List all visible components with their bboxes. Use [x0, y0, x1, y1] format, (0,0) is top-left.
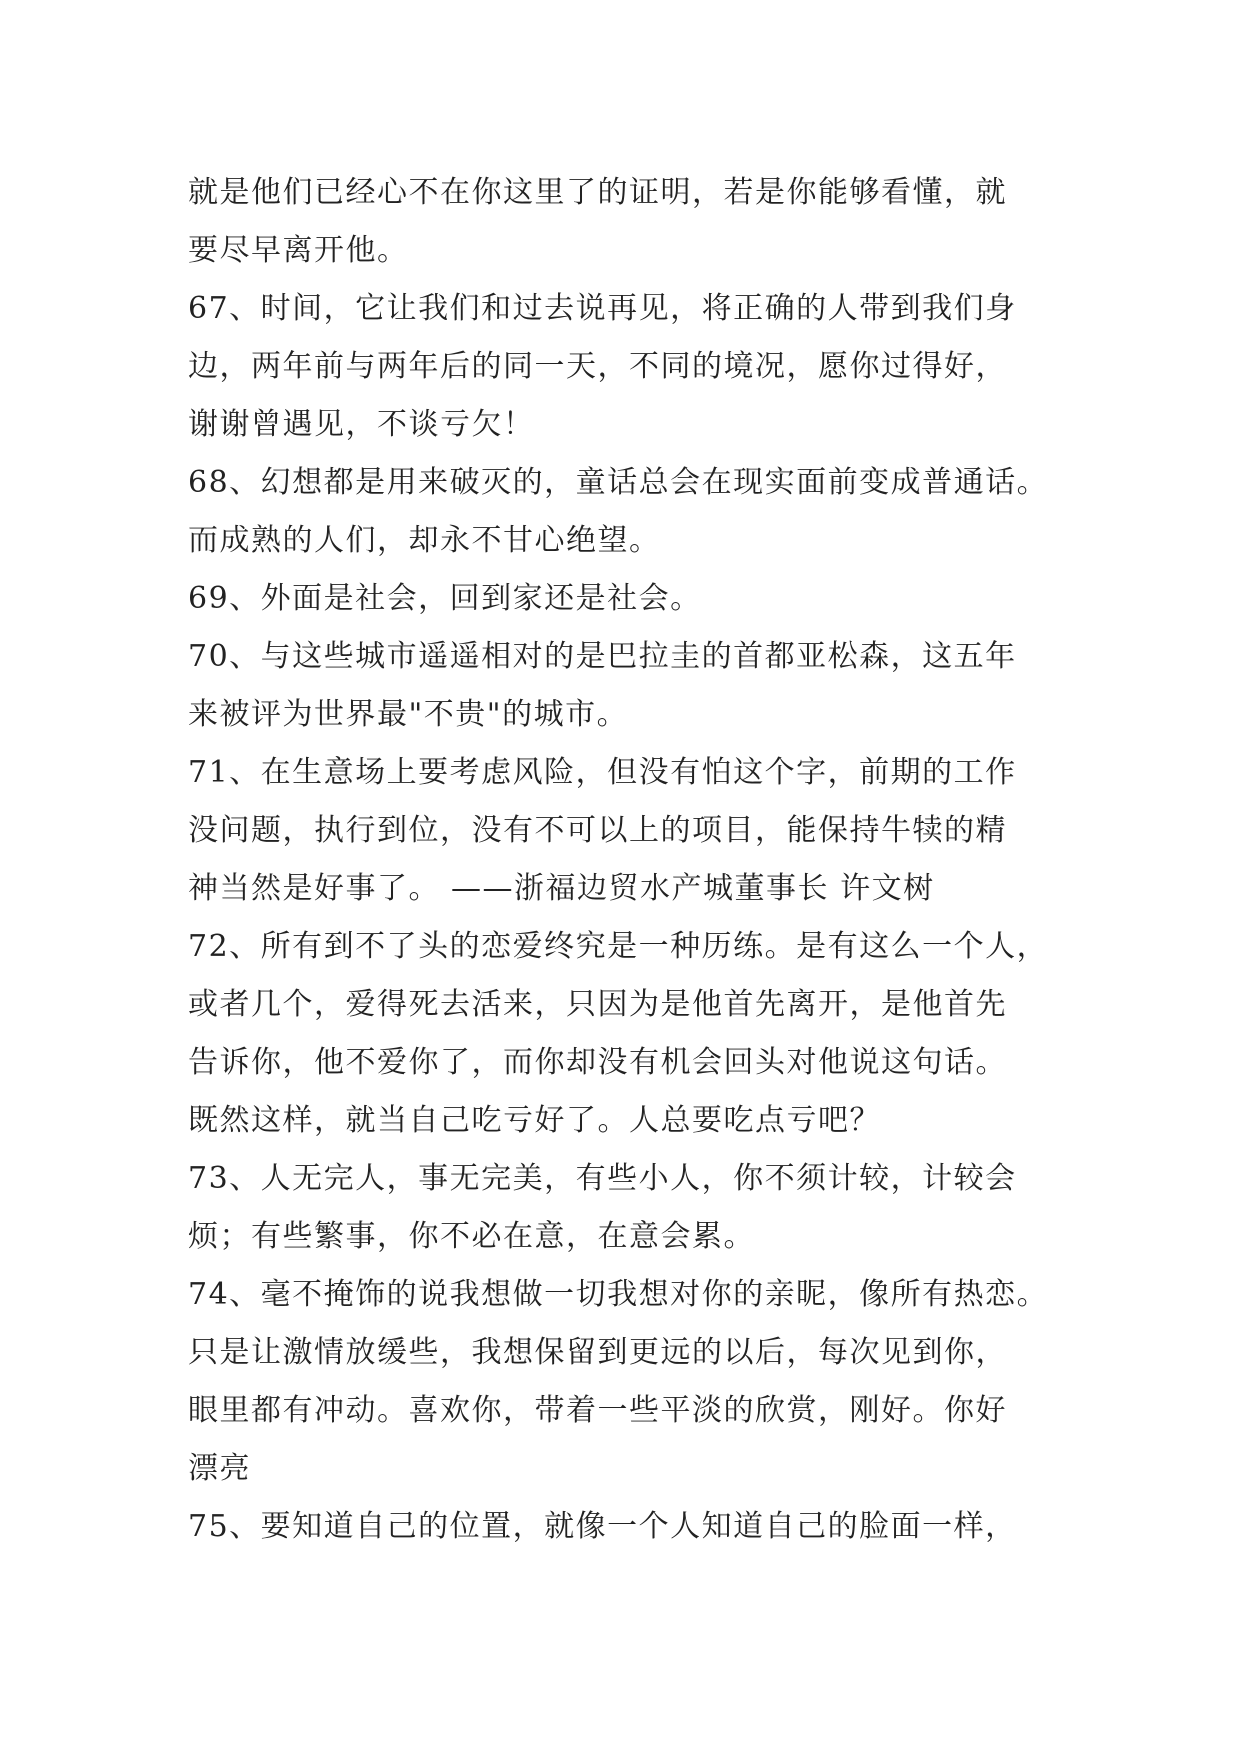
text-line: 69、外面是社会，回到家还是社会。	[188, 581, 702, 616]
text-line: 烦；有些繁事，你不必在意，在意会累。	[188, 1219, 755, 1254]
text-line: 74、毫不掩饰的说我想做一切我想对你的亲昵，像所有热恋。	[188, 1277, 1049, 1312]
text-line: 没问题，执行到位，没有不可以上的项目，能保持牛犊的精	[188, 813, 1007, 848]
text-line: 75、要知道自己的位置，就像一个人知道自己的脸面一样，	[188, 1509, 1017, 1544]
text-line: 72、所有到不了头的恋爱终究是一种历练。是有这么一个人，	[188, 929, 1049, 964]
text-line: 71、在生意场上要考虑风险，但没有怕这个字，前期的工作	[188, 755, 1017, 790]
text-line: 神当然是好事了。 ——浙福边贸水产城董事长 许文树	[188, 871, 935, 906]
text-line: 就是他们已经心不在你这里了的证明，若是你能够看懂，就	[188, 175, 1007, 210]
text-line: 谢谢曾遇见，不谈亏欠！	[188, 407, 535, 442]
text-line: 告诉你，他不爱你了，而你却没有机会回头对他说这句话。	[188, 1045, 1007, 1080]
text-line: 既然这样，就当自己吃亏好了。人总要吃点亏吧？	[188, 1103, 881, 1138]
text-line: 67、时间，它让我们和过去说再见，将正确的人带到我们身	[188, 291, 1017, 326]
text-line: 或者几个，爱得死去活来，只因为是他首先离开，是他首先	[188, 987, 1007, 1022]
text-line: 边，两年前与两年后的同一天，不同的境况，愿你过得好，	[188, 349, 1007, 384]
text-line: 68、幻想都是用来破灭的，童话总会在现实面前变成普通话。	[188, 465, 1049, 500]
text-line: 来被评为世界最"不贵"的城市。	[188, 697, 629, 732]
text-line: 70、与这些城市遥遥相对的是巴拉圭的首都亚松森，这五年	[188, 639, 1017, 674]
text-line: 要尽早离开他。	[188, 233, 409, 268]
text-line: 73、人无完人，事无完美，有些小人，你不须计较，计较会	[188, 1161, 1017, 1196]
text-line: 眼里都有冲动。喜欢你，带着一些平淡的欣赏，刚好。你好	[188, 1393, 1007, 1428]
text-line: 只是让激情放缓些，我想保留到更远的以后，每次见到你，	[188, 1335, 1007, 1370]
document-page	[188, 164, 1068, 1556]
text-line: 而成熟的人们，却永不甘心绝望。	[188, 523, 661, 558]
text-line: 漂亮	[188, 1451, 251, 1486]
